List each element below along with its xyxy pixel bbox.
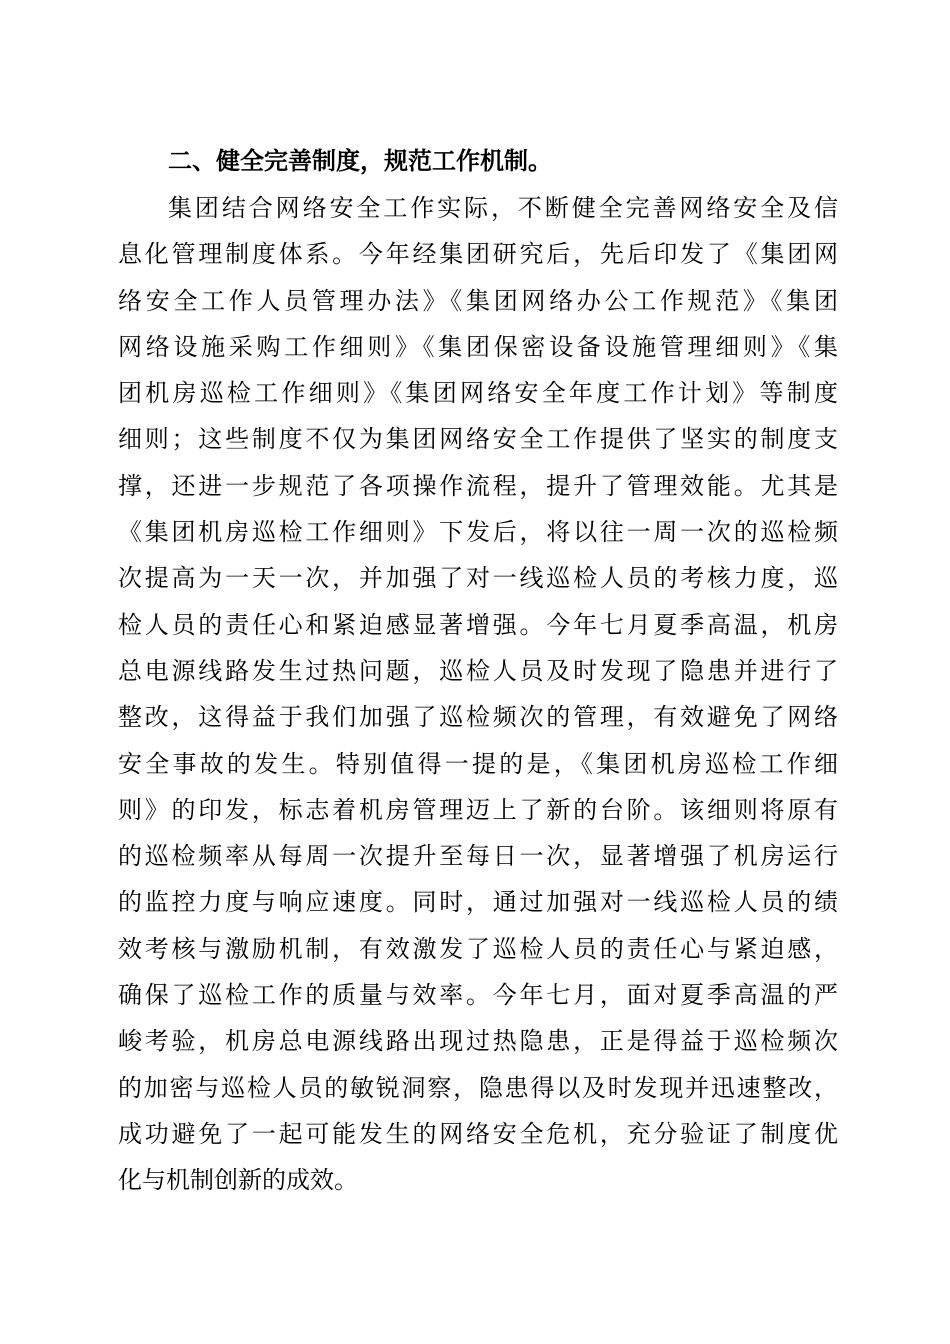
paragraph-line: 细则；这些制度不仅为集团网络安全工作提供了坚实的制度支	[118, 425, 838, 454]
body-paragraph	[118, 185, 838, 1204]
paragraph-line: 的巡检频率从每周一次提升至每日一次，显著增强了机房运行	[118, 842, 838, 871]
paragraph-line: 化与机制创新的成效。	[118, 1166, 358, 1195]
section-heading: 二、健全完善制度，规范工作机制。	[168, 147, 552, 175]
paragraph-line: 安全事故的发生。特别值得一提的是，《集团机房巡检工作细	[118, 749, 838, 778]
paragraph-line: 则》的印发，标志着机房管理迈上了新的台阶。该细则将原有	[118, 795, 838, 824]
paragraph-line: 成功避免了一起可能发生的网络安全危机，充分验证了制度优	[118, 1119, 838, 1148]
paragraph-line: 确保了巡检工作的质量与效率。今年七月，面对夏季高温的严	[118, 981, 838, 1010]
paragraph-line: 网络设施采购工作细则》《集团保密设备设施管理细则》《集	[118, 332, 838, 361]
paragraph-line: 总电源线路发生过热问题，巡检人员及时发现了隐患并进行了	[118, 656, 838, 685]
paragraph-line: 撑，还进一步规范了各项操作流程，提升了管理效能。尤其是	[118, 471, 838, 500]
paragraph-line: 整改，这得益于我们加强了巡检频次的管理，有效避免了网络	[118, 703, 838, 732]
paragraph-line: 络安全工作人员管理办法》《集团网络办公工作规范》《集团	[118, 286, 838, 315]
paragraph-line: 的监控力度与响应速度。同时，通过加强对一线巡检人员的绩	[118, 888, 838, 917]
paragraph-line: 效考核与激励机制，有效激发了巡检人员的责任心与紧迫感，	[118, 934, 838, 963]
paragraph-line: 次提高为一天一次，并加强了对一线巡检人员的考核力度，巡	[118, 564, 838, 593]
paragraph-line: 集团结合网络安全工作实际，不断健全完善网络安全及信	[168, 194, 838, 222]
paragraph-line: 团机房巡检工作细则》《集团网络安全年度工作计划》等制度	[118, 379, 838, 408]
paragraph-line: 峻考验，机房总电源线路出现过热隐患，正是得益于巡检频次	[118, 1027, 838, 1056]
paragraph-line: 《集团机房巡检工作细则》下发后，将以往一周一次的巡检频	[118, 518, 838, 547]
paragraph-line: 检人员的责任心和紧迫感显著增强。今年七月夏季高温，机房	[118, 610, 838, 639]
paragraph-line: 息化管理制度体系。今年经集团研究后，先后印发了《集团网	[118, 240, 838, 269]
paragraph-line: 的加密与巡检人员的敏锐洞察，隐患得以及时发现并迅速整改，	[118, 1073, 838, 1102]
